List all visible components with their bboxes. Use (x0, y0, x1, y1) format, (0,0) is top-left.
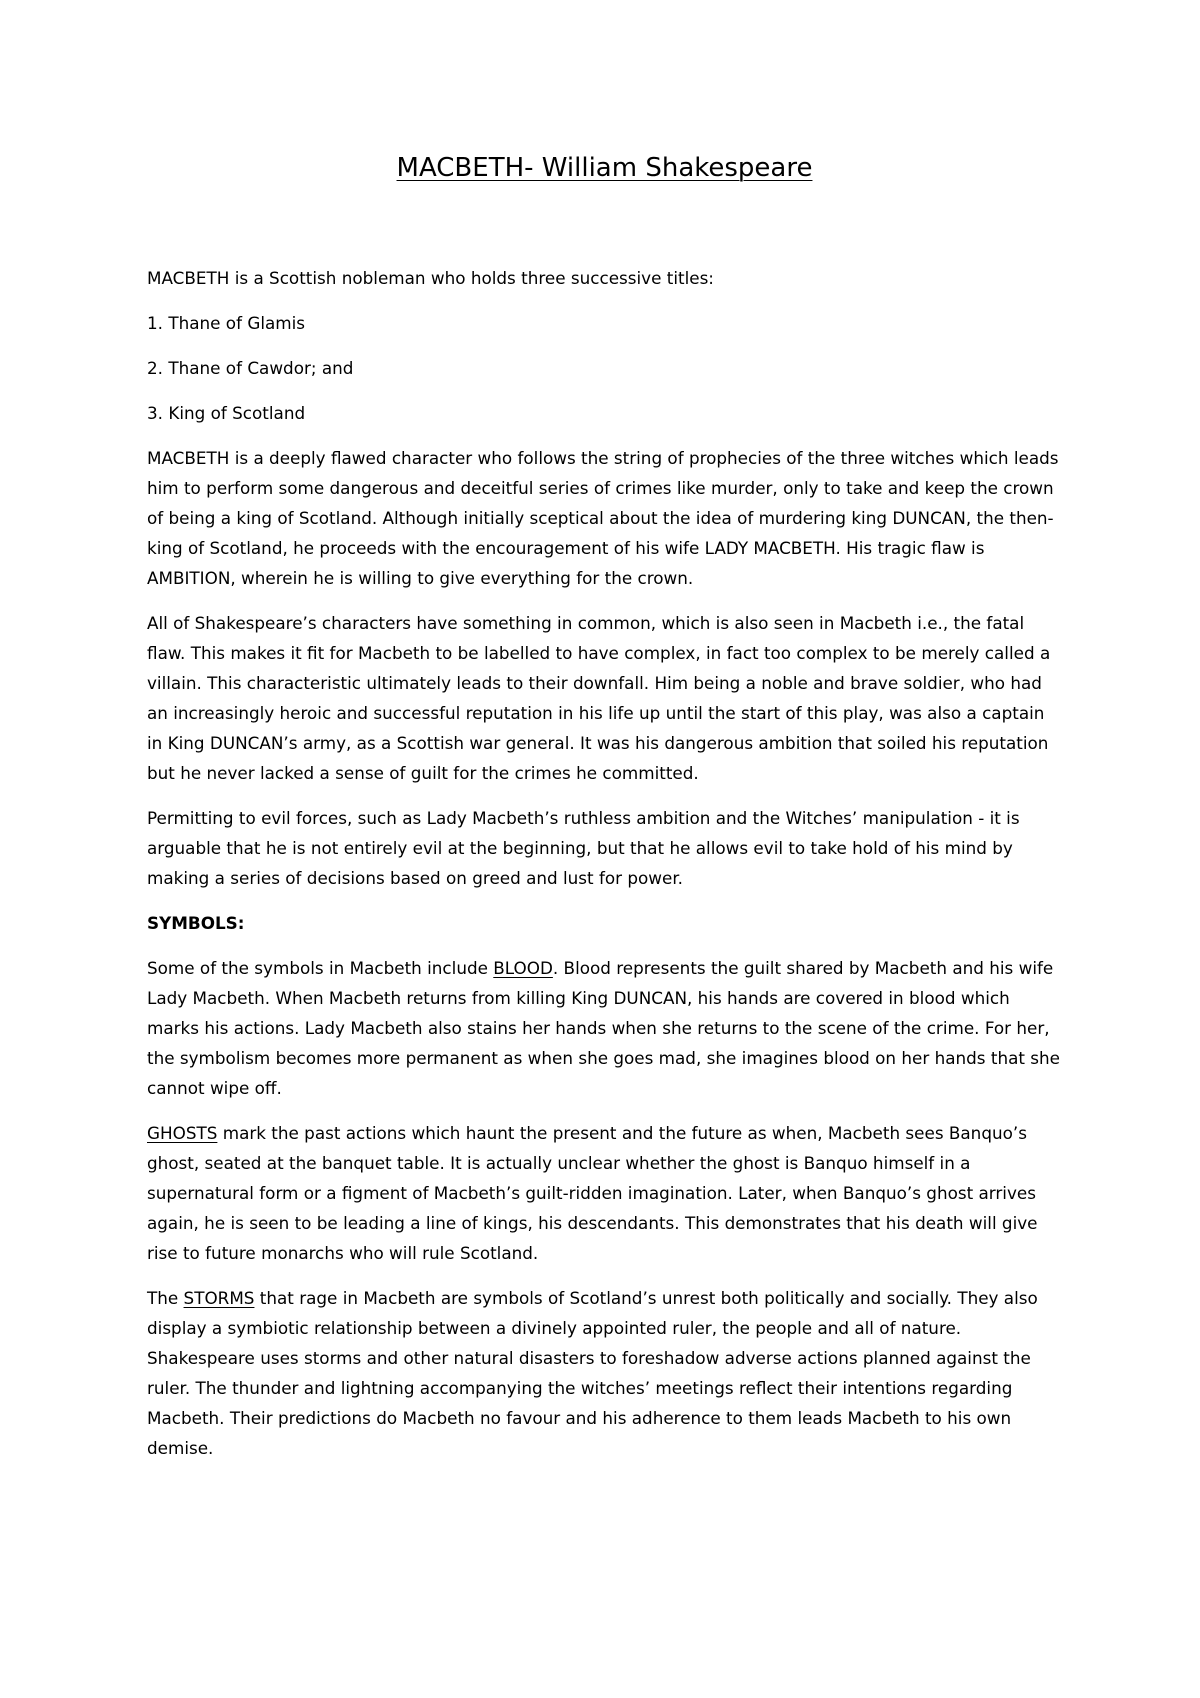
character-paragraph: MACBETH is a deeply flawed character who follows the string of prophecies of the three witches which leads him to perform some dangerous and deceitful series of crimes like murder, only to take and keep the crown of being a king of Scotland. Although initially sceptical about the idea of murdering king DUNCAN, the then-king of Scotland, he proceeds with the encouragement of his wife LADY MACBETH. His tragic flaw is AMBITION, wherein he is willing to give everything for the crown. (147, 448, 1059, 588)
document-body (147, 263, 1062, 1478)
storms-lead: The (147, 1288, 184, 1308)
storms-paragraph (147, 1283, 1062, 1463)
document-title-text: MACBETH- William Shakespeare (396, 153, 813, 183)
ghosts-paragraph (147, 1118, 1062, 1268)
blood-paragraph (147, 953, 1062, 1103)
title-list-item: 2. Thane of Cawdor; and (147, 358, 354, 378)
storms-text: that rage in Macbeth are symbols of Scotland’s unrest both politically and socially. They also display a symbiotic relationship between a divinely appointed ruler, the people and all of nature. Shakespeare uses storms and other natural disasters to foreshadow adverse actions planned against the ruler. The thunder and lightning accompanying the witches’ meetings reflect their intentions regarding Macbeth. Their predictions do Macbeth no favour and his adherence to them leads Macbeth to his own demise. (147, 1288, 1038, 1458)
ghosts-text: mark the past actions which haunt the present and the future as when, Macbeth sees Banquo’s ghost, seated at the banquet table. It is actually unclear whether the ghost is Banquo himself in a supernatural form or a figment of Macbeth’s guilt-ridden imagination. Later, when Banquo’s ghost arrives again, he is seen to be leading a line of kings, his descendants. This demonstrates that his death will give rise to future monarchs who will rule Scotland. (147, 1123, 1038, 1263)
intro-paragraph: MACBETH is a Scottish nobleman who holds three successive titles: (147, 268, 714, 288)
fatal-flaw-paragraph: All of Shakespeare’s characters have something in common, which is also seen in Macbeth i.e., the fatal flaw. This makes it fit for Macbeth to be labelled to have complex, in fact too complex to be merely called a villain. This characteristic ultimately leads to their downfall. Him being a noble and brave soldier, who had an increasingly heroic and successful reputation in his life up until the start of this play, was also a captain in King DUNCAN’s army, as a Scottish war general. It was his dangerous ambition that soiled his reputation but he never lacked a sense of guilt for the crimes he committed. (147, 613, 1051, 783)
blood-keyword: BLOOD (493, 958, 553, 978)
blood-lead: Some of the symbols in Macbeth include (147, 958, 494, 978)
blood-text: . Blood represents the guilt shared by Macbeth and his wife Lady Macbeth. When Macbeth returns from killing King DUNCAN, his hands are covered in blood which marks his actions. Lady Macbeth also stains her hands when she returns to the scene of the crime. For her, the symbolism becomes more permanent as when she goes mad, she imagines blood on her hands that she cannot wipe off. (147, 958, 1060, 1098)
title-list-item: 1. Thane of Glamis (147, 313, 306, 333)
symbols-heading: SYMBOLS: (147, 913, 245, 933)
document-title (147, 150, 1062, 186)
storms-keyword: STORMS (183, 1288, 255, 1308)
evil-forces-paragraph: Permitting to evil forces, such as Lady Macbeth’s ruthless ambition and the Witches’ manipulation - it is arguable that he is not entirely evil at the beginning, but that he allows evil to take hold of his mind by making a series of decisions based on greed and lust for power. (147, 808, 1020, 888)
title-list-item: 3. King of Scotland (147, 403, 306, 423)
ghosts-keyword: GHOSTS (147, 1123, 218, 1143)
